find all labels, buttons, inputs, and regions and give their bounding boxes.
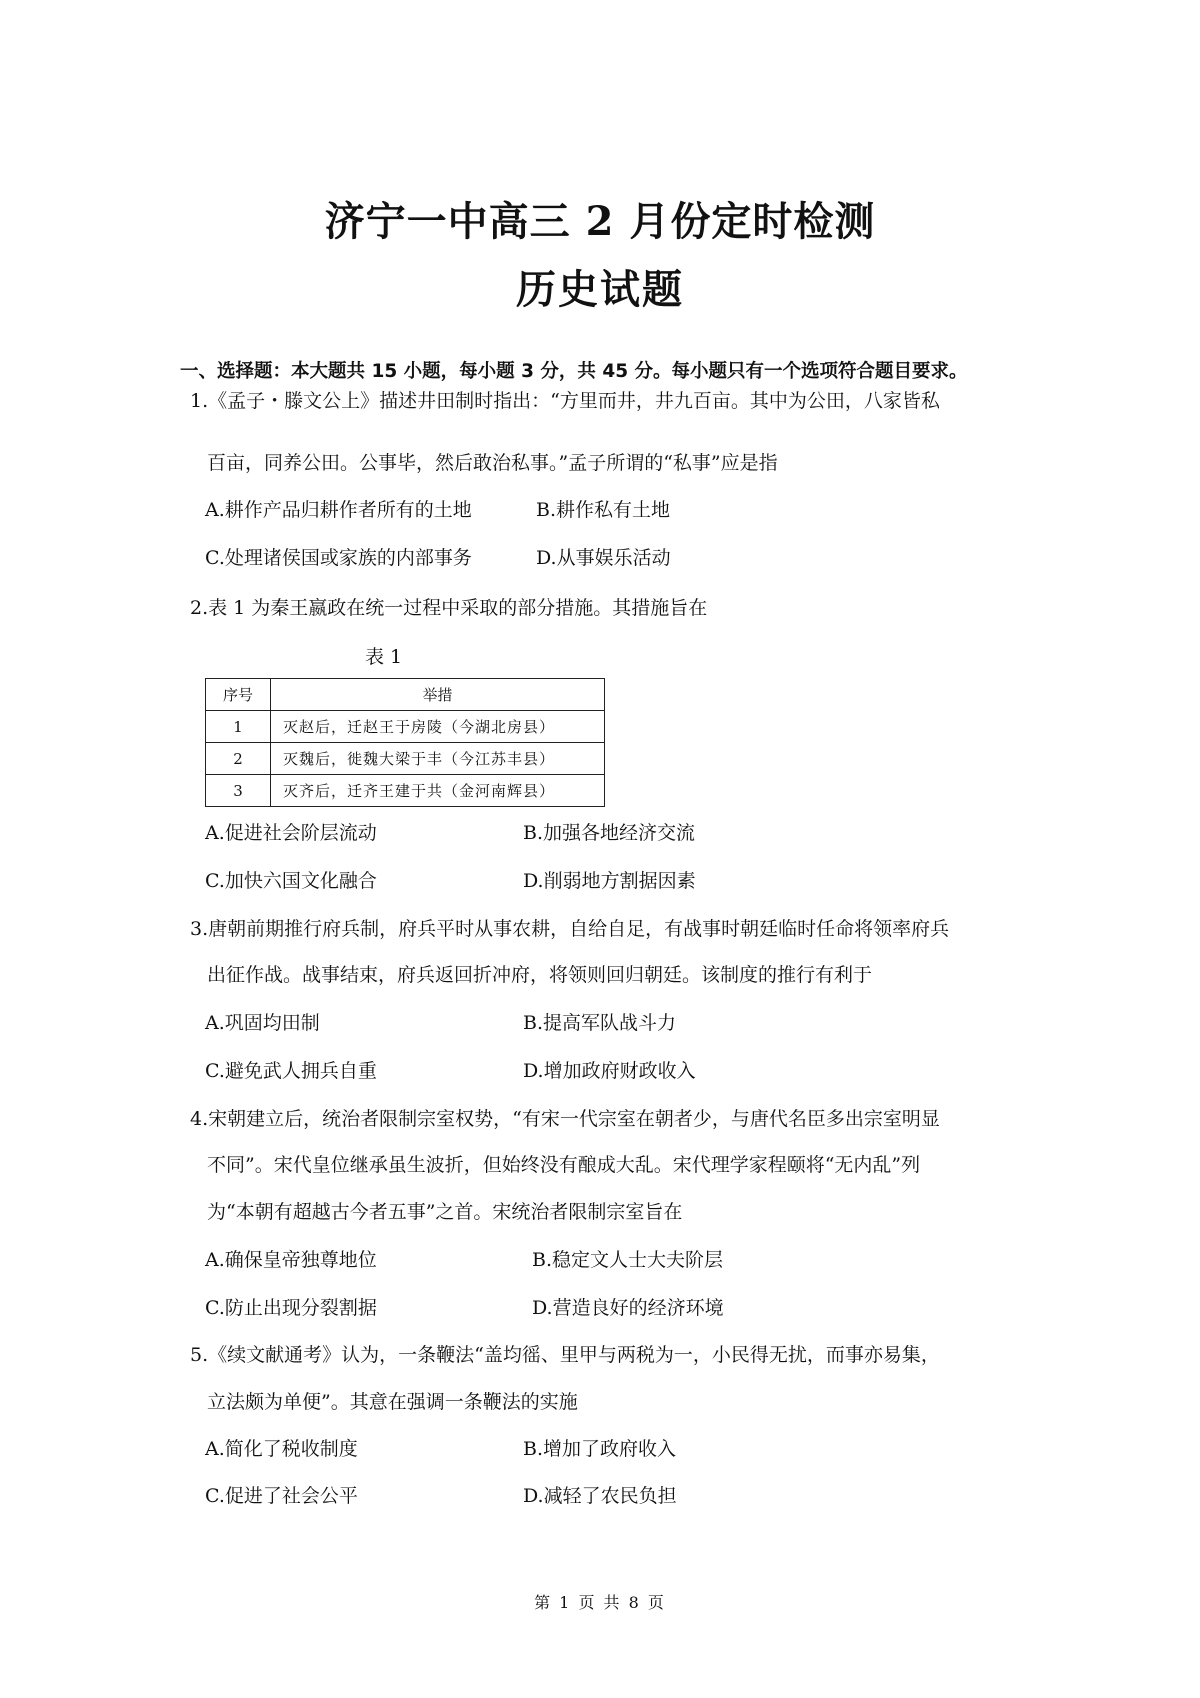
question-5-option-b: B.增加了政府收入 [523,1438,677,1460]
table-cell-measure: 灭赵后，迁赵王于房陵（今湖北房县） [271,711,605,743]
question-2-stem-line-1: 2.表 1 为秦王嬴政在统一过程中采取的部分措施。其措施旨在 [190,597,708,619]
question-1-stem-line-2: 百亩，同养公田。公事毕，然后敢治私事。”孟子所谓的“私事”应是指 [207,452,778,474]
question-2-option-c: C.加快六国文化融合 [205,870,377,892]
question-3-stem-line-2: 出征作战。战事结束，府兵返回折冲府，将领则回归朝廷。该制度的推行有利于 [207,964,873,986]
question-3-option-b: B.提高军队战斗力 [523,1012,677,1034]
question-4-stem-line-3: 为“本朝有超越古今者五事”之首。宋统治者限制宗室旨在 [207,1201,683,1223]
table-row [206,711,605,743]
question-4-option-b: B.稳定文人士大夫阶层 [532,1249,724,1271]
page-title: 济宁一中高三 2 月份定时检测 [324,198,876,245]
question-5-option-a: A.简化了税收制度 [205,1438,358,1460]
question-1-option-d: D.从事娱乐活动 [536,547,671,569]
question-4-option-c: C.防止出现分裂割据 [205,1297,377,1319]
question-5-stem-line-2: 立法颇为单便”。其意在强调一条鞭法的实施 [207,1391,578,1413]
question-4-option-a: A.确保皇帝独尊地位 [205,1249,377,1271]
table-header-measure: 举措 [271,679,605,711]
question-3-option-a: A.巩固均田制 [205,1012,320,1034]
table-cell-no: 3 [206,775,271,807]
measures-table [205,678,605,807]
section-heading: 一、选择题：本大题共 15 小题，每小题 3 分，共 45 分。每小题只有一个选项符合题目要求。 [180,361,968,382]
table-header-row [206,679,605,711]
question-3-stem-line-1: 3.唐朝前期推行府兵制，府兵平时从事农耕，自给自足，有战事时朝廷临时任命将领率府兵 [190,918,950,940]
table-header-no: 序号 [206,679,271,711]
question-1-option-a: A.耕作产品归耕作者所有的土地 [205,499,472,521]
table-row [206,743,605,775]
page-footer: 第 1 页 共 8 页 [534,1593,666,1612]
table-cell-measure: 灭魏后，徙魏大梁于丰（今江苏丰县） [271,743,605,775]
question-5-stem-line-1: 5.《续文献通考》认为，一条鞭法“盖均徭、里甲与两税为一，小民得无扰，而事亦易集， [190,1344,940,1366]
question-5-option-d: D.减轻了农民负担 [523,1485,677,1507]
question-5-option-c: C.促进了社会公平 [205,1485,358,1507]
question-4-stem-line-1: 4.宋朝建立后，统治者限制宗室权势，“有宋一代宗室在朝者少，与唐代名臣多出宗室明显 [190,1108,940,1130]
table-cell-measure: 灭齐后，迁齐王建于共（金河南辉县） [271,775,605,807]
question-2-option-b: B.加强各地经济交流 [523,822,696,844]
table-row [206,775,605,807]
table-cell-no: 1 [206,711,271,743]
question-2-option-a: A.促进社会阶层流动 [205,822,377,844]
table-cell-no: 2 [206,743,271,775]
question-1-option-c: C.处理诸侯国或家族的内部事务 [205,547,472,569]
question-3-option-c: C.避免武人拥兵自重 [205,1060,377,1082]
page-subtitle: 历史试题 [516,266,684,313]
question-1-stem-line-1: 1.《孟子・滕文公上》描述井田制时指出：“方里而井，井九百亩。其中为公田，八家皆私 [190,390,940,412]
question-4-option-d: D.营造良好的经济环境 [532,1297,724,1319]
question-2-option-d: D.削弱地方割据因素 [523,870,696,892]
table-caption: 表 1 [365,646,403,668]
question-1-option-b: B.耕作私有土地 [536,499,671,521]
question-4-stem-line-2: 不同”。宋代皇位继承虽生波折，但始终没有酿成大乱。宋代理学家程颐将“无内乱”列 [207,1154,921,1176]
question-3-option-d: D.增加政府财政收入 [523,1060,696,1082]
